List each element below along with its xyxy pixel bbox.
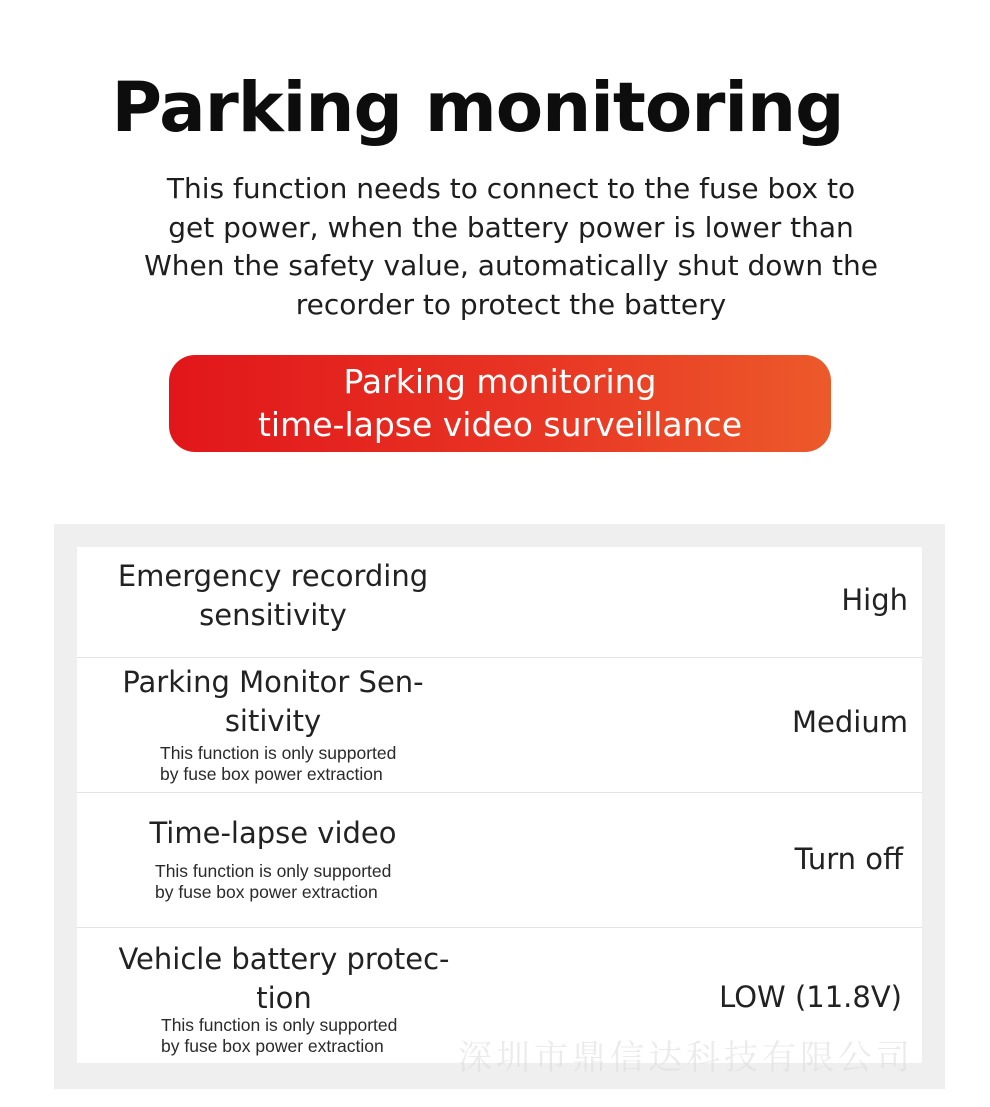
setting-value: Turn off [794, 842, 903, 876]
setting-value: Medium [792, 705, 908, 739]
setting-note: This function is only supported by fuse box power extraction [160, 743, 397, 784]
intro-line: This function needs to connect to the fuse box to [166, 172, 856, 205]
setting-label: Vehicle battery protec- tion [118, 942, 450, 1015]
intro-line: When the safety value, automatically shut down the [144, 249, 878, 282]
setting-label: Parking Monitor Sen- sitivity [122, 665, 424, 738]
intro-line: get power, when the battery power is lower than [168, 210, 854, 244]
feature-banner [169, 355, 831, 452]
page-title: Parking monitoring [111, 68, 844, 148]
setting-label: Time-lapse video [149, 816, 397, 850]
banner-line-2: time-lapse video surveillance [257, 405, 742, 444]
setting-label: Emergency recording sensitivity [117, 559, 429, 632]
intro-line: recorder to protect the battery [295, 287, 727, 321]
setting-note: This function is only supported by fuse box power extraction [155, 861, 392, 902]
setting-value: High [841, 583, 908, 617]
watermark: 深圳市鼎信达科技有限公司 [458, 1038, 914, 1078]
intro-description [100, 170, 922, 324]
setting-value: LOW (11.8V) [719, 980, 902, 1014]
setting-note: This function is only supported by fuse box power extraction [161, 1015, 398, 1056]
setting-row-emergency-sensitivity [77, 547, 922, 658]
setting-row-parking-monitor-sensitivity [77, 658, 922, 793]
setting-row-time-lapse-video [77, 793, 922, 928]
banner-line-1: Parking monitoring [343, 362, 657, 401]
